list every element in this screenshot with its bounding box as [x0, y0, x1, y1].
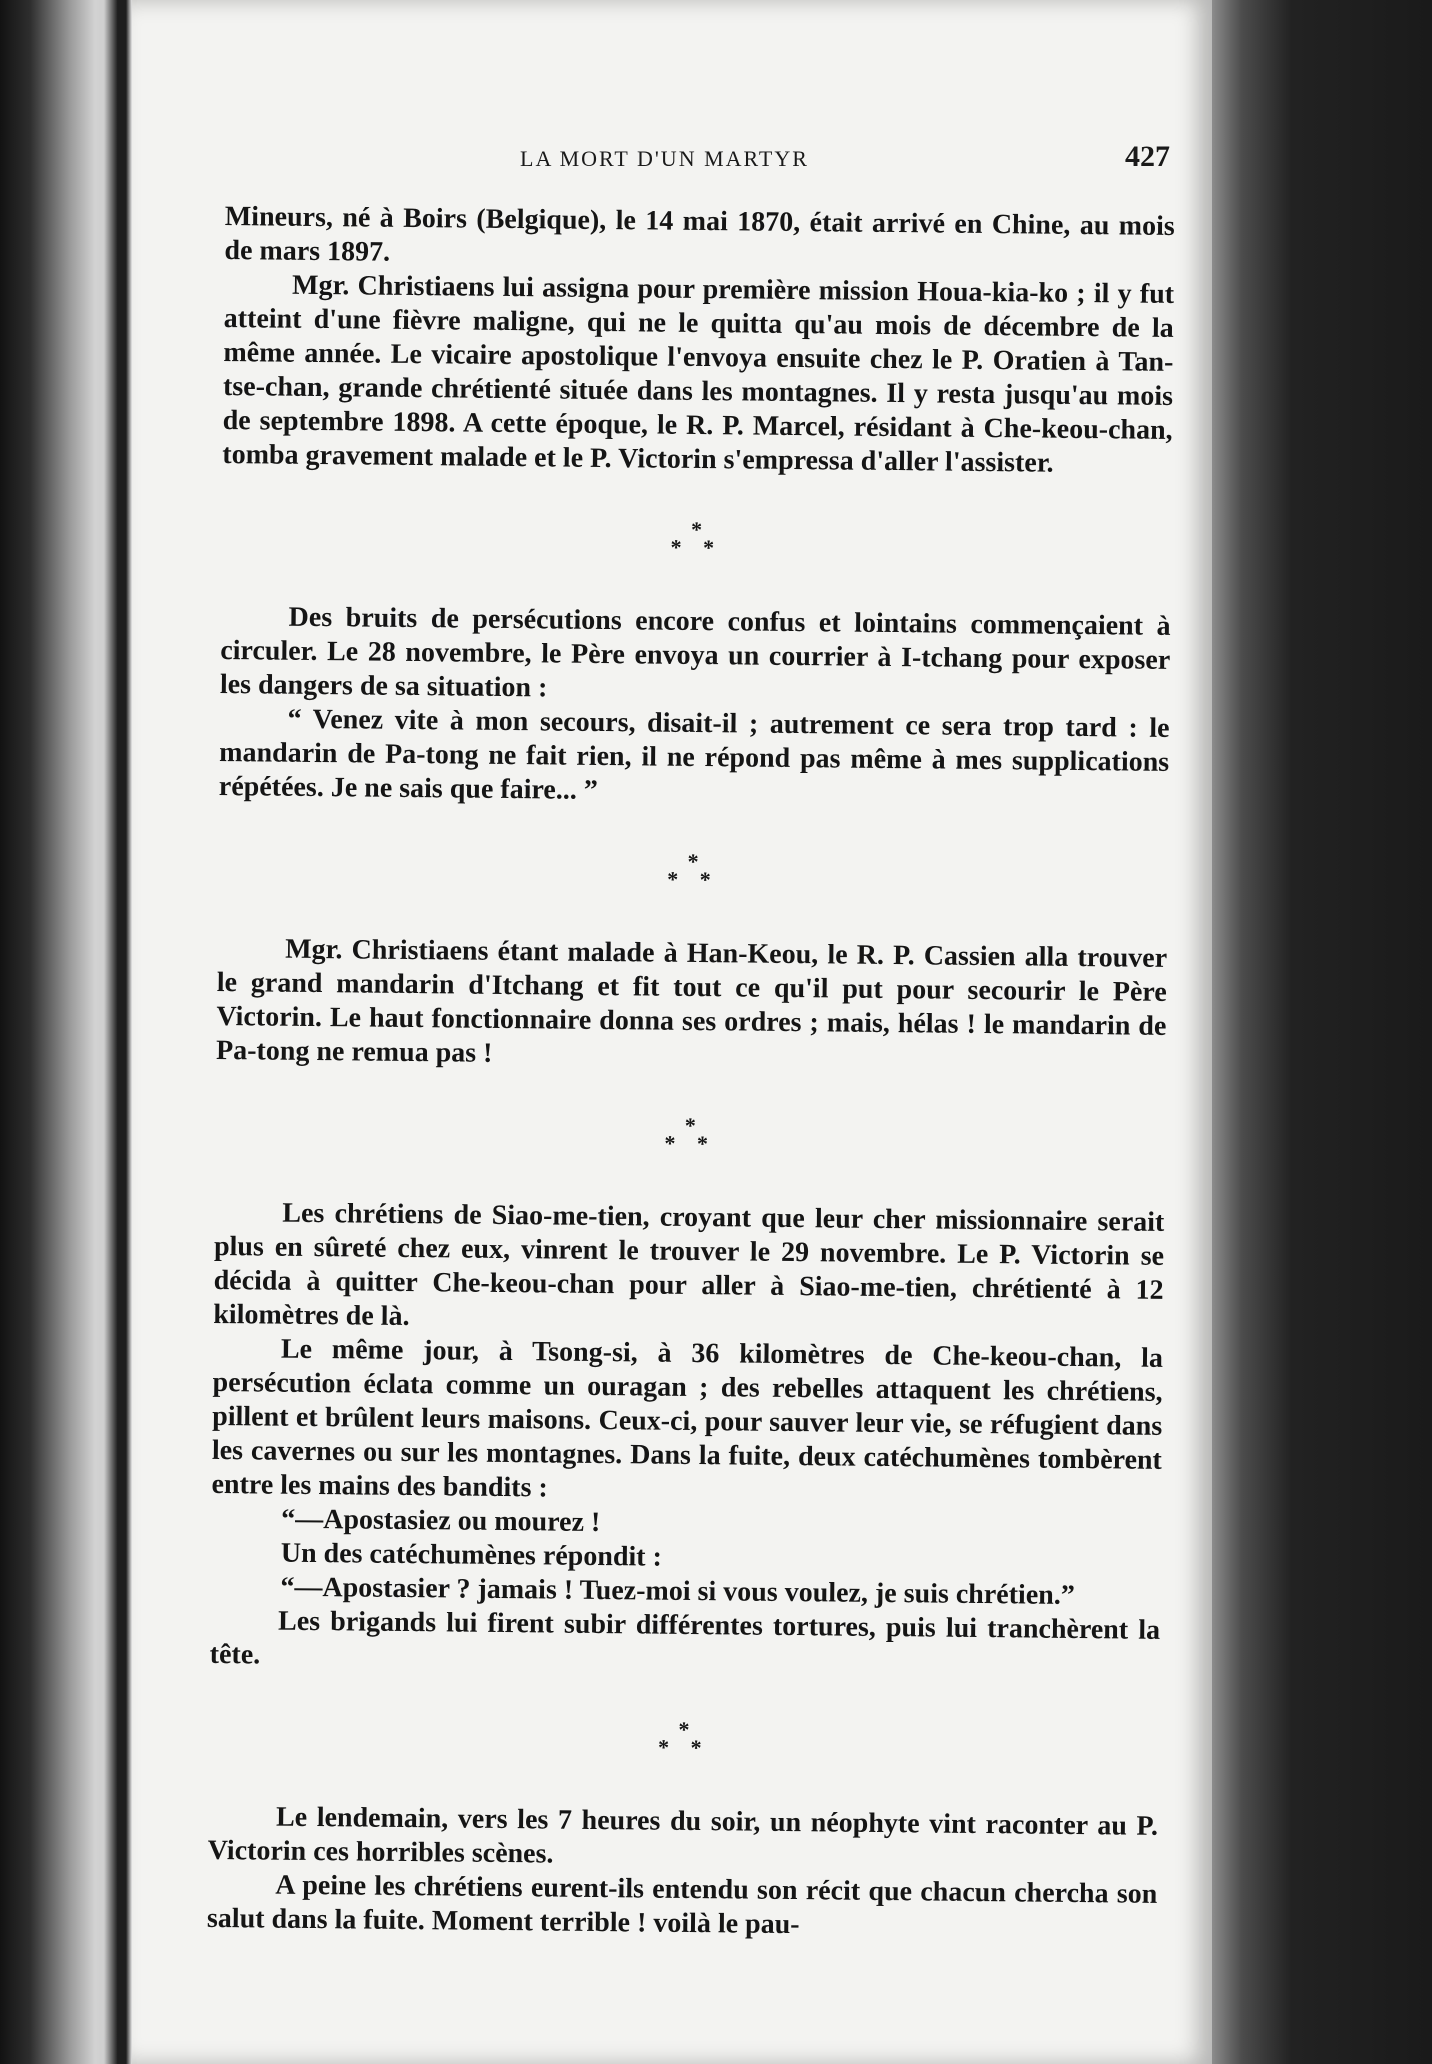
paragraph: Les chrétiens de Siao-me-tien, croyant que leur cher missionnaire serait plus en sûreté chez eux, vinrent le trouver le 29 novembre. Le P. Victorin se décida à quitter Che-keou-chan pour aller à Siao-me-tien, chrétienté à 12 kilomètres de là.	[213, 1197, 1165, 1332]
paragraph: Les brigands lui firent subir différentes tortures, puis lui tranchèrent la tête.	[209, 1605, 1161, 1671]
paragraph: Des bruits de persécutions encore confus et lointains commençaient à circuler. Le 28 novembre, le Père envoya un courrier à I-tchang pour exposer les dangers de sa situation :	[219, 601, 1171, 704]
paragraph: A peine les chrétiens eurent-ils entendu son récit que chacun chercha son salut dans la fuite. Moment terrible ! voilà le pau-	[206, 1869, 1158, 1941]
page-header	[210, 140, 1170, 184]
paragraph: Mgr. Christiaens lui assigna pour première mission Houa-kia-ko ; il y fut atteint d'une fièvre maligne, qui ne le quitta qu'au mois de décembre de la même année. Le vicaire apostolique l'envoya ensuite chez le P. Oratien à Tan-tse-chan, grande chrétienté située dans les montagnes. Il y resta jusqu'au mois de septembre 1898. A cette époque, le R. P. Marcel, résidant à Che-keou-chan, tomba gravement malade et le P. Victorin s'empressa d'aller l'assister.	[222, 269, 1175, 479]
asterism-top: *	[678, 1716, 690, 1742]
asterism-top: *	[690, 516, 703, 543]
dialogue-line: Un des catéchumènes répondit :	[280, 1537, 663, 1573]
asterism-bottom: * *	[670, 534, 723, 561]
asterism-top: *	[687, 848, 699, 874]
asterism-divider	[221, 516, 1171, 562]
asterism-divider	[209, 1716, 1159, 1762]
asterism-bottom: * *	[667, 866, 719, 893]
dialogue-line: “—Apostasiez ou mourez !	[281, 1503, 601, 1539]
right-page-edge	[1212, 0, 1432, 2064]
paragraph: Mineurs, né à Boirs (Belgique), le 14 mai 1870, était arrivé en Chine, au mois de mars 1897.	[224, 200, 1175, 268]
page-text	[207, 200, 1175, 1946]
asterism-top: *	[684, 1112, 696, 1138]
asterism-divider	[218, 848, 1168, 894]
paragraph: Mgr. Christiaens étant malade à Han-Keou, le R. P. Cassien alla trouver le grand mandarin d'Itchang et fit tout ce qu'il put pour secourir le Père Victorin. Le haut fonctionnaire donna ses ordres ; mais, hélas ! le mandarin de Pa-tong ne remua pas !	[215, 933, 1168, 1069]
dialogue-line: “—Apostasier ? jamais ! Tuez-moi si vous voulez, je suis chrétien.”	[280, 1571, 1075, 1611]
page-number: 427	[1125, 140, 1170, 173]
asterism-bottom: * *	[664, 1130, 717, 1157]
running-title: LA MORT D'UN MARTYR	[520, 146, 809, 171]
quotation: “ Venez vite à mon secours, disait-il ; autrement ce sera trop tard : le mandarin de Pa-tong ne fait rien, il ne répond pas même à mes supplications répétées. Je ne sais que faire... ”	[218, 703, 1170, 806]
asterism-divider	[215, 1112, 1165, 1158]
paragraph: Le lendemain, vers les 7 heures du soir, un néophyte vint raconter au P. Victorin ces horribles scènes.	[207, 1801, 1159, 1870]
paragraph: Le même jour, à Tsong-si, à 36 kilomètres de Che-keou-chan, la persécution éclata comme un ouragan ; des rebelles attaquent les chrétiens, pillent et brûlent leurs maisons. Ceux-ci, pour sauver leur vie, se réfugient dans les cavernes ou sur les montagnes. Dans la fuite, deux catéchumènes tombèrent entre les mains des bandits :	[211, 1333, 1164, 1504]
asterism-bottom: * *	[657, 1734, 710, 1761]
left-page-edge	[0, 0, 118, 2064]
